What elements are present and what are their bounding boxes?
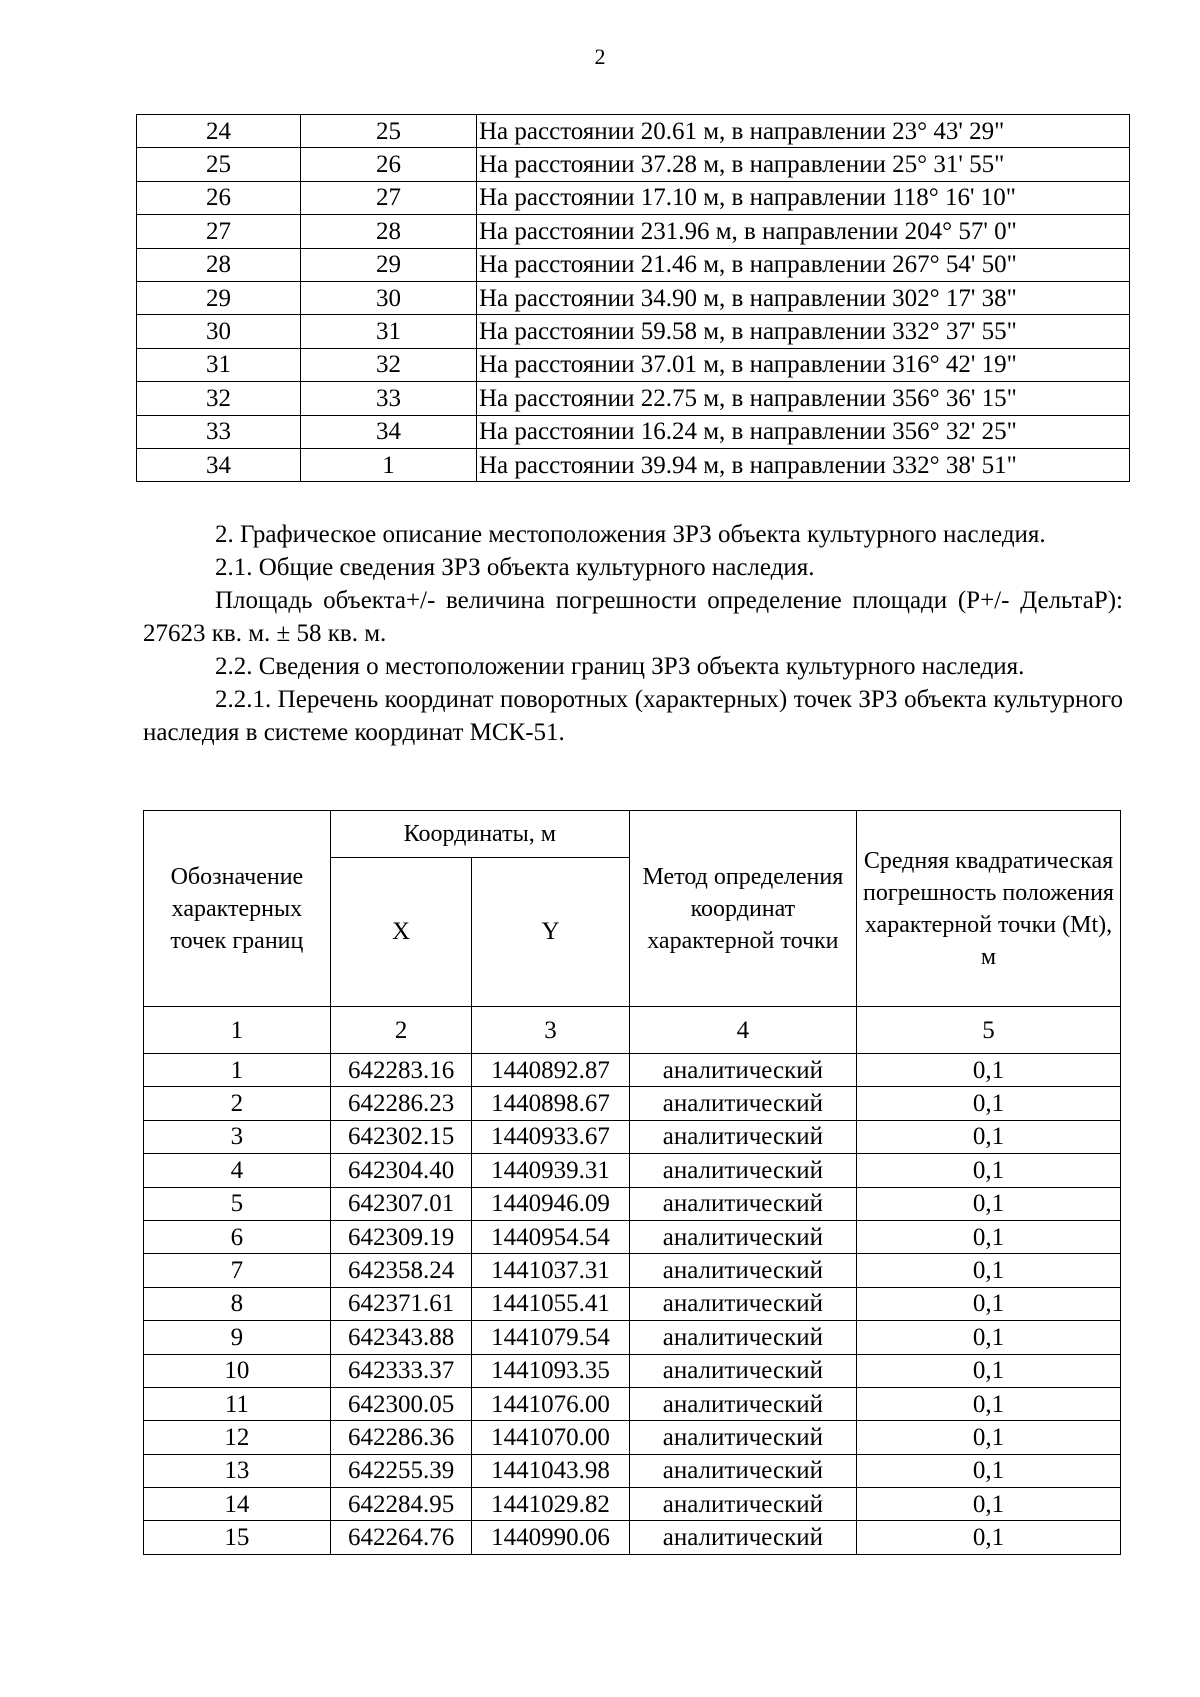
coord-x: 642343.88 — [330, 1321, 472, 1354]
point-number: 1 — [144, 1054, 331, 1087]
header-x: X — [330, 858, 472, 1007]
coord-x: 642300.05 — [330, 1387, 472, 1420]
point-number: 13 — [144, 1454, 331, 1487]
coord-y: 1440939.31 — [472, 1154, 629, 1187]
error-cell: 0,1 — [857, 1087, 1121, 1120]
table-row — [144, 1354, 1121, 1387]
segment-to: 26 — [301, 148, 477, 181]
segment-row — [137, 448, 1130, 481]
table-row — [144, 1154, 1121, 1187]
error-cell: 0,1 — [857, 1120, 1121, 1153]
method-cell: аналитический — [629, 1488, 856, 1521]
error-cell: 0,1 — [857, 1521, 1121, 1554]
segment-to: 28 — [301, 215, 477, 248]
method-cell: аналитический — [629, 1054, 856, 1087]
table-row — [144, 1287, 1121, 1320]
header-error: Средняя квадратическая погрешность положения характерной точки (Mt), м — [857, 811, 1121, 1007]
table-row — [144, 1054, 1121, 1087]
segment-to: 27 — [301, 181, 477, 214]
column-number: 4 — [629, 1007, 856, 1054]
point-number: 5 — [144, 1187, 331, 1220]
table-row — [144, 1321, 1121, 1354]
header-coordinates: Координаты, м — [330, 811, 629, 858]
error-cell: 0,1 — [857, 1287, 1121, 1320]
table-row — [144, 1387, 1121, 1420]
segment-to: 25 — [301, 115, 477, 148]
segment-row — [137, 315, 1130, 348]
method-cell: аналитический — [629, 1421, 856, 1454]
column-number: 2 — [330, 1007, 472, 1054]
point-number: 3 — [144, 1120, 331, 1153]
segment-description: На расстоянии 17.10 м, в направлении 118° 16' 10" — [477, 181, 1130, 214]
coord-y: 1440946.09 — [472, 1187, 629, 1220]
coord-x: 642286.36 — [330, 1421, 472, 1454]
method-cell: аналитический — [629, 1354, 856, 1387]
error-cell: 0,1 — [857, 1254, 1121, 1287]
error-cell: 0,1 — [857, 1421, 1121, 1454]
point-number: 7 — [144, 1254, 331, 1287]
coord-x: 642286.23 — [330, 1087, 472, 1120]
segment-from: 31 — [137, 348, 301, 381]
method-cell: аналитический — [629, 1287, 856, 1320]
coord-y: 1441043.98 — [472, 1454, 629, 1487]
segment-to: 30 — [301, 281, 477, 314]
method-cell: аналитический — [629, 1120, 856, 1153]
segment-from: 32 — [137, 382, 301, 415]
segment-row — [137, 415, 1130, 448]
point-number: 10 — [144, 1354, 331, 1387]
method-cell: аналитический — [629, 1154, 856, 1187]
segment-row — [137, 215, 1130, 248]
coord-y: 1441093.35 — [472, 1354, 629, 1387]
column-number: 3 — [472, 1007, 629, 1054]
coord-y: 1441055.41 — [472, 1287, 629, 1320]
table-row — [144, 1421, 1121, 1454]
table-row — [144, 1187, 1121, 1220]
segment-from: 30 — [137, 315, 301, 348]
point-number: 6 — [144, 1220, 331, 1253]
coord-y: 1440954.54 — [472, 1220, 629, 1253]
error-cell: 0,1 — [857, 1187, 1121, 1220]
coord-x: 642283.16 — [330, 1054, 472, 1087]
segment-row — [137, 181, 1130, 214]
page-number: 2 — [594, 44, 606, 69]
method-cell: аналитический — [629, 1321, 856, 1354]
segment-row — [137, 115, 1130, 148]
segment-from: 25 — [137, 148, 301, 181]
method-cell: аналитический — [629, 1254, 856, 1287]
error-cell: 0,1 — [857, 1354, 1121, 1387]
segment-to: 33 — [301, 382, 477, 415]
method-cell: аналитический — [629, 1220, 856, 1253]
coord-y: 1440933.67 — [472, 1120, 629, 1153]
segment-row — [137, 248, 1130, 281]
point-number: 9 — [144, 1321, 331, 1354]
point-number: 8 — [144, 1287, 331, 1320]
paragraph-coordinate-list: 2.2.1. Перечень координат поворотных (характерных) точек ЗРЗ объекта культурного наследия в системе координат МСК-51. — [143, 686, 1123, 746]
table-row — [144, 1120, 1121, 1153]
segment-from: 33 — [137, 415, 301, 448]
table-row — [144, 1254, 1121, 1287]
segment-to: 32 — [301, 348, 477, 381]
header-point-designation: Обозначение характерных точек границ — [144, 811, 331, 1007]
segment-from: 24 — [137, 115, 301, 148]
method-cell: аналитический — [629, 1187, 856, 1220]
coord-x: 642255.39 — [330, 1454, 472, 1487]
coord-y: 1441037.31 — [472, 1254, 629, 1287]
segment-description: На расстоянии 20.61 м, в направлении 23° 43' 29" — [477, 115, 1130, 148]
coord-x: 642307.01 — [330, 1187, 472, 1220]
paragraph-boundary-location: 2.2. Сведения о местоположении границ ЗРЗ объекта культурного наследия. — [215, 653, 1025, 680]
coord-y: 1440990.06 — [472, 1521, 629, 1554]
coord-x: 642284.95 — [330, 1488, 472, 1521]
segment-description: На расстоянии 37.01 м, в направлении 316° 42' 19" — [477, 348, 1130, 381]
coord-x: 642333.37 — [330, 1354, 472, 1387]
error-cell: 0,1 — [857, 1154, 1121, 1187]
segment-description: На расстоянии 34.90 м, в направлении 302° 17' 38" — [477, 281, 1130, 314]
coord-y: 1440898.67 — [472, 1087, 629, 1120]
paragraph-graphic-description: 2. Графическое описание местоположения ЗРЗ объекта культурного наследия. — [215, 521, 1046, 548]
coord-y: 1441070.00 — [472, 1421, 629, 1454]
coord-y: 1441076.00 — [472, 1387, 629, 1420]
segment-description: На расстоянии 231.96 м, в направлении 204° 57' 0" — [477, 215, 1130, 248]
segment-to: 34 — [301, 415, 477, 448]
header-y: Y — [472, 858, 629, 1007]
coord-y: 1441079.54 — [472, 1321, 629, 1354]
point-number: 14 — [144, 1488, 331, 1521]
coord-y: 1440892.87 — [472, 1054, 629, 1087]
error-cell: 0,1 — [857, 1488, 1121, 1521]
segment-description: На расстоянии 22.75 м, в направлении 356° 36' 15" — [477, 382, 1130, 415]
segment-from: 34 — [137, 448, 301, 481]
coord-x: 642264.76 — [330, 1521, 472, 1554]
coord-x: 642358.24 — [330, 1254, 472, 1287]
point-number: 4 — [144, 1154, 331, 1187]
point-number: 2 — [144, 1087, 331, 1120]
segment-row — [137, 281, 1130, 314]
error-cell: 0,1 — [857, 1454, 1121, 1487]
segment-from: 26 — [137, 181, 301, 214]
segment-description: На расстоянии 21.46 м, в направлении 267° 54' 50" — [477, 248, 1130, 281]
column-number: 5 — [857, 1007, 1121, 1054]
segment-from: 28 — [137, 248, 301, 281]
segment-to: 31 — [301, 315, 477, 348]
point-number: 15 — [144, 1521, 331, 1554]
table-row — [144, 1087, 1121, 1120]
header-method: Метод определения координат характерной точки — [629, 811, 856, 1007]
boundary-segments-table — [136, 114, 1130, 482]
error-cell: 0,1 — [857, 1220, 1121, 1253]
method-cell: аналитический — [629, 1087, 856, 1120]
coord-y: 1441029.82 — [472, 1488, 629, 1521]
point-number: 12 — [144, 1421, 331, 1454]
segment-row — [137, 148, 1130, 181]
point-number: 11 — [144, 1387, 331, 1420]
segment-description: На расстоянии 39.94 м, в направлении 332° 38' 51" — [477, 448, 1130, 481]
segment-description: На расстоянии 16.24 м, в направлении 356° 32' 25" — [477, 415, 1130, 448]
method-cell: аналитический — [629, 1454, 856, 1487]
segment-row — [137, 382, 1130, 415]
paragraph-general-info: 2.1. Общие сведения ЗРЗ объекта культурного наследия. — [215, 554, 815, 581]
column-number: 1 — [144, 1007, 331, 1054]
method-cell: аналитический — [629, 1521, 856, 1554]
coord-x: 642302.15 — [330, 1120, 472, 1153]
coord-x: 642304.40 — [330, 1154, 472, 1187]
segment-from: 27 — [137, 215, 301, 248]
paragraph-area: Площадь объекта+/- величина погрешности определение площади (Р+/- ДельтаР): 27623 кв. м. ± 58 кв. м. — [143, 587, 1123, 647]
table-row — [144, 1521, 1121, 1554]
table-row — [144, 1454, 1121, 1487]
segment-to: 29 — [301, 248, 477, 281]
segment-to: 1 — [301, 448, 477, 481]
error-cell: 0,1 — [857, 1321, 1121, 1354]
section-text — [143, 518, 1123, 749]
coord-x: 642309.19 — [330, 1220, 472, 1253]
table-row — [144, 1220, 1121, 1253]
method-cell: аналитический — [629, 1387, 856, 1420]
segment-description: На расстоянии 37.28 м, в направлении 25° 31' 55" — [477, 148, 1130, 181]
segment-from: 29 — [137, 281, 301, 314]
coordinates-table — [143, 810, 1121, 1555]
segment-row — [137, 348, 1130, 381]
segment-description: На расстоянии 59.58 м, в направлении 332° 37' 55" — [477, 315, 1130, 348]
error-cell: 0,1 — [857, 1387, 1121, 1420]
table-row — [144, 1488, 1121, 1521]
coord-x: 642371.61 — [330, 1287, 472, 1320]
error-cell: 0,1 — [857, 1054, 1121, 1087]
